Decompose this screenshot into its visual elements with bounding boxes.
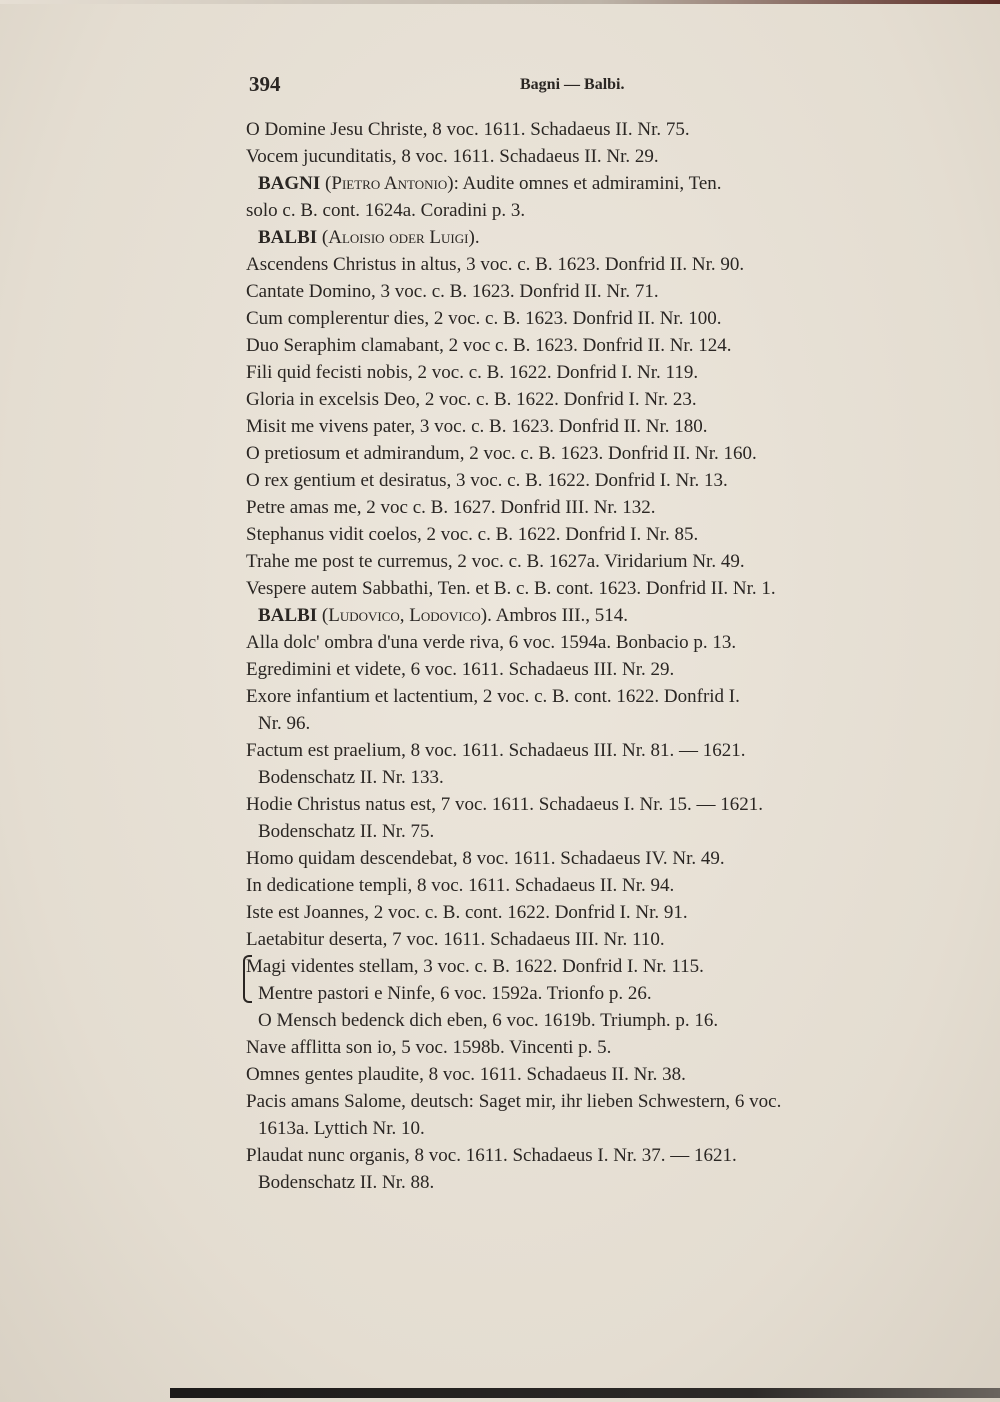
composer-heading <box>258 225 480 251</box>
composer-forenames: (Ludovico, Lodovico) <box>321 605 488 626</box>
text-line: Magi videntes stellam, 3 voc. c. B. 1622. Donfrid I. Nr. 115. <box>246 956 704 977</box>
text-line: Factum est praelium, 8 voc. 1611. Schadaeus III. Nr. 81. — 1621. <box>246 740 746 761</box>
text-line: Egredimini et videte, 6 voc. 1611. Schadaeus III. Nr. 29. <box>246 659 675 680</box>
composer-name: BALBI <box>258 227 318 248</box>
text-line: Ascendens Christus in altus, 3 voc. c. B. 1623. Donfrid II. Nr. 90. <box>246 254 745 275</box>
text-line-continuation: Nr. 96. <box>258 713 311 734</box>
text-line: Vocem jucunditatis, 8 voc. 1611. Schadaeus II. Nr. 29. <box>246 146 659 167</box>
heading-rest: : Audite omnes et admiramini, Ten. <box>453 173 722 194</box>
text-line: Homo quidam descendebat, 8 voc. 1611. Schadaeus IV. Nr. 49. <box>246 848 725 869</box>
text-line: Exore infantium et lactentium, 2 voc. c. B. cont. 1622. Donfrid I. <box>246 686 740 707</box>
page-header <box>0 72 1000 102</box>
composer-heading <box>258 171 722 197</box>
text-line: O rex gentium et desiratus, 3 voc. c. B. 1622. Donfrid I. Nr. 13. <box>246 470 728 491</box>
text-line-braced: O Mensch bedenck dich eben, 6 voc. 1619b. Triumph. p. 16. <box>258 1010 719 1031</box>
composer-heading <box>258 603 628 629</box>
top-edge-rule <box>0 0 1000 4</box>
bottom-edge-rule <box>170 1388 1000 1398</box>
text-line: Vespere autem Sabbathi, Ten. et B. c. B. cont. 1623. Donfrid II. Nr. 1. <box>246 578 776 599</box>
heading-rest: . Ambros III., 514. <box>487 605 629 626</box>
text-line-continuation: Bodenschatz II. Nr. 133. <box>258 767 444 788</box>
text-line: Hodie Christus natus est, 7 voc. 1611. Schadaeus I. Nr. 15. — 1621. <box>246 794 763 815</box>
text-line: Plaudat nunc organis, 8 voc. 1611. Schadaeus I. Nr. 37. — 1621. <box>246 1145 737 1166</box>
heading-rest: . <box>474 227 480 248</box>
text-line: Duo Seraphim clamabant, 2 voc c. B. 1623. Donfrid II. Nr. 124. <box>246 335 732 356</box>
text-line: Nave afflitta son io, 5 voc. 1598b. Vincenti p. 5. <box>246 1037 612 1058</box>
text-line-continuation: Bodenschatz II. Nr. 88. <box>258 1172 435 1193</box>
text-line: Fili quid fecisti nobis, 2 voc. c. B. 1622. Donfrid I. Nr. 119. <box>246 362 699 383</box>
text-line-braced: Mentre pastori e Ninfe, 6 voc. 1592a. Trionfo p. 26. <box>258 983 652 1004</box>
brace-bracket <box>243 955 252 1003</box>
text-line: Misit me vivens pater, 3 voc. c. B. 1623. Donfrid II. Nr. 180. <box>246 416 708 437</box>
composer-forenames: (Aloisio oder Luigi) <box>321 227 475 248</box>
text-line: O pretiosum et admirandum, 2 voc. c. B. 1623. Donfrid II. Nr. 160. <box>246 443 757 464</box>
text-line: Cantate Domino, 3 voc. c. B. 1623. Donfrid II. Nr. 71. <box>246 281 659 302</box>
text-line: Alla dolc' ombra d'una verde riva, 6 voc. 1594a. Bonbacio p. 13. <box>246 632 737 653</box>
composer-name: BAGNI <box>258 173 321 194</box>
text-line: Gloria in excelsis Deo, 2 voc. c. B. 1622. Donfrid I. Nr. 23. <box>246 389 697 410</box>
text-line: Stephanus vidit coelos, 2 voc. c. B. 1622. Donfrid I. Nr. 85. <box>246 524 699 545</box>
text-line-continuation: Bodenschatz II. Nr. 75. <box>258 821 435 842</box>
composer-name: BALBI <box>258 605 318 626</box>
text-line: Omnes gentes plaudite, 8 voc. 1611. Schadaeus II. Nr. 38. <box>246 1064 686 1085</box>
text-line: Laetabitur deserta, 7 voc. 1611. Schadaeus III. Nr. 110. <box>246 929 665 950</box>
text-line: Petre amas me, 2 voc c. B. 1627. Donfrid III. Nr. 132. <box>246 497 656 518</box>
text-line-continuation: 1613a. Lyttich Nr. 10. <box>258 1118 425 1139</box>
text-line: Cum complerentur dies, 2 voc. c. B. 1623. Donfrid II. Nr. 100. <box>246 308 722 329</box>
text-line: solo c. B. cont. 1624a. Coradini p. 3. <box>246 200 526 221</box>
page-number: 394 <box>249 72 281 96</box>
composer-forenames: (Pietro Antonio) <box>325 173 454 194</box>
text-line: Pacis amans Salome, deutsch: Saget mir, ihr lieben Schwestern, 6 voc. <box>246 1091 782 1112</box>
text-line: O Domine Jesu Christe, 8 voc. 1611. Schadaeus II. Nr. 75. <box>246 119 690 140</box>
running-head: Bagni — Balbi. <box>520 76 625 93</box>
text-line: Trahe me post te curremus, 2 voc. c. B. 1627a. Viridarium Nr. 49. <box>246 551 745 572</box>
text-line: Iste est Joannes, 2 voc. c. B. cont. 1622. Donfrid I. Nr. 91. <box>246 902 688 923</box>
text-line: In dedicatione templi, 8 voc. 1611. Schadaeus II. Nr. 94. <box>246 875 675 896</box>
